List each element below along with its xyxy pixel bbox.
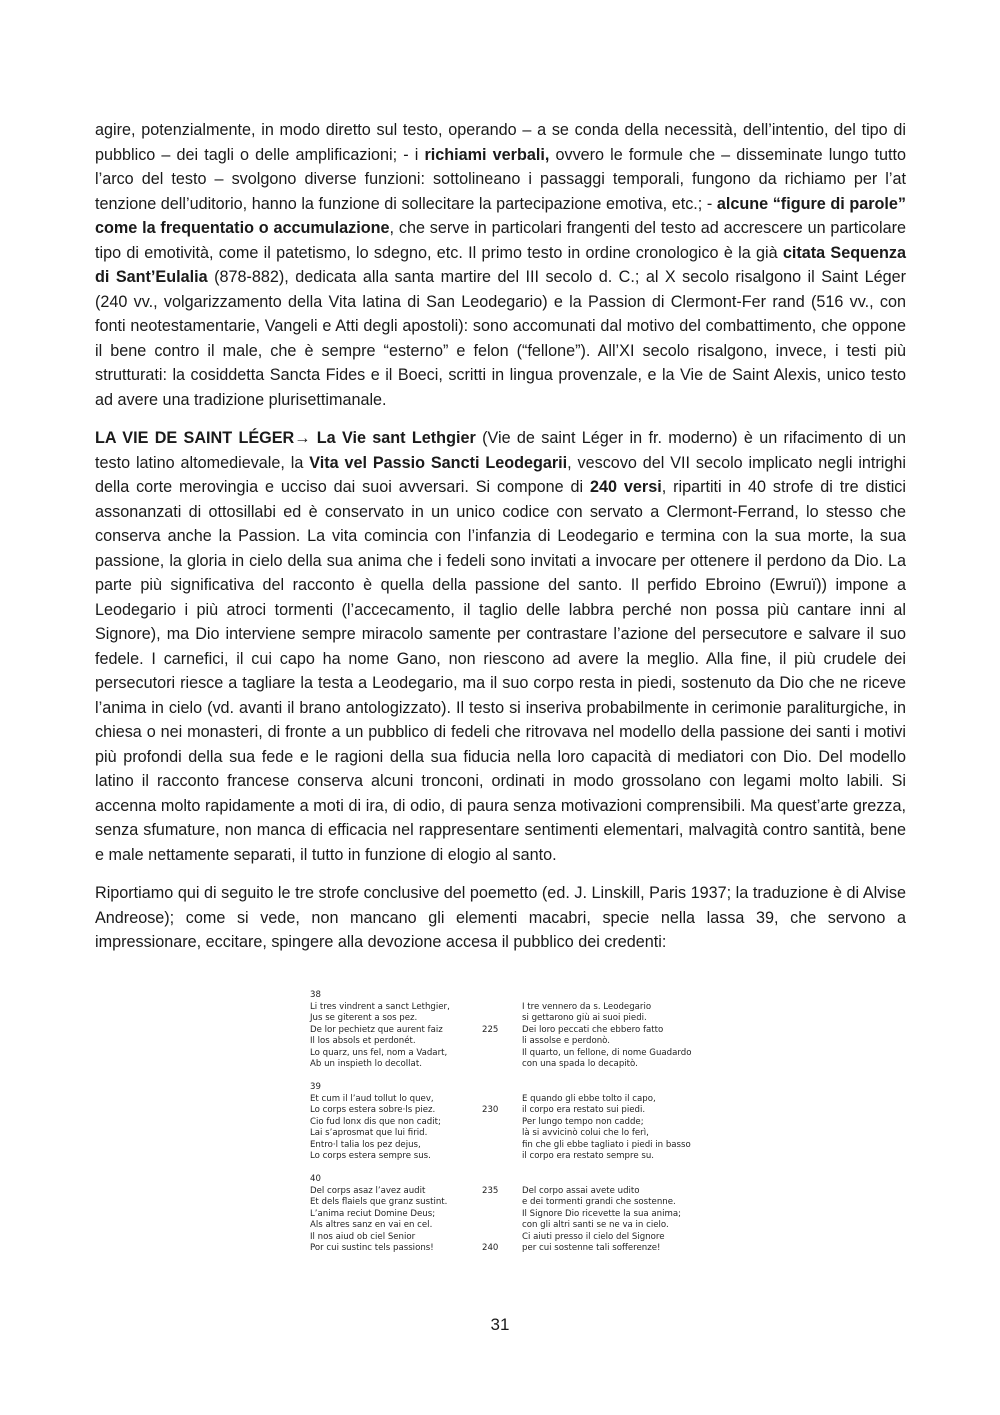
text-run: , ripartiti in 40 strofe di tre distici assonanzati di ottosillabi ed è conservato in un unico codice con servato a Clermont-Ferrand, lo stesso che conserva anche la Passion. La vita comincia con l’infanzia di Leodegario e termina con la sua morte, la sua passione, la gloria in cielo della sua anima che i fedeli sono invitati a invocare per ottenere il perdono da Dio. La parte più significativa del racconto è quella della passione del santo. Il perfido Ebroino (Ewruï)) impone a Leodegario i più atroci tormenti (l’accecamento, il taglio delle labbra perché non possa più cantare inni al Signore), ma Dio interviene sempre miracolo samente per contrastare l’azione del persecutore e salvare il suo fedele. I carnefici, il cui capo ha nome Gano, non riescono ad avere la meglio. Alla fine, il più crudele dei persecutori riesce a tagliare la testa a Leodegario, ma il suo corpo resta in piedi, sostenuto da Dio che ne riceve l’anima in cielo (vd. avanti il brano antologizzato). Il testo si inseriva probabilmente in cerimonie paraliturgiche, in chiesa o nei monasteri, di fronte a un pubblico di fedeli che ritrovava nel modello della passione dei santi i motivi più profondi della sua fede e le ragioni della sua fiducia nella loro capacità di mediatori con Dio. Del modello latino il racconto francese conserva alcuni tronconi, ordinati in modo grossolano con legami molto labili. Si accenna molto rapidamente a moti di ira, di odio, di paura senza motivazioni comprensibili. Ma quest’arte grezza, senza sfumature, non manca di efficacia nel rappresentare sentimenti elementari, malvagità contro santità, bene e male nettamente separati, il tutto in funzione di elogio al santo.: [95, 478, 906, 864]
paragraph-intro: [95, 118, 906, 412]
verse-number: 235: [482, 1185, 499, 1196]
translation-column: [522, 1186, 722, 1255]
paragraph-saint-leger: [95, 426, 906, 867]
verse-numbers: [482, 1186, 512, 1255]
verse-number: [482, 1036, 512, 1048]
text-run: (Vie de saint Léger in fr. moderno) è un rifacimento di un testo latino altomedievale, la: [95, 429, 906, 472]
verse-line: De lor pechietz que aurent faiz: [310, 1024, 443, 1035]
verse-line: Dei loro peccati che ebbero fatto: [522, 1024, 664, 1035]
verse-number: 240: [482, 1243, 499, 1253]
verse-number: [482, 1094, 512, 1106]
poem-stanza: [310, 990, 710, 1069]
verse-line: per cui sostenne tali sofferenze!: [522, 1243, 661, 1253]
verse-line: con gli altri santi se ne va in cielo.: [522, 1220, 669, 1230]
verse-number: [482, 1209, 512, 1221]
page-body: [95, 118, 906, 969]
verse-line: Lo corps estera sobre·ls piez.: [310, 1105, 436, 1115]
verse-line: L’anima reciut Domine Deus;: [310, 1208, 436, 1219]
verse-line: Ab un inspieth lo decollat.: [310, 1059, 422, 1069]
translation-column: [522, 1094, 722, 1163]
verse-line: Del corps asaz l’avez audit: [310, 1185, 426, 1196]
verse-line: Lo quarz, uns fel, nom a Vadart,: [310, 1047, 448, 1058]
stanza-number: 38: [310, 990, 321, 1000]
original-text-column: [310, 1094, 470, 1163]
text-run: ovvero le formule che – disseminate lungo tutto l’arco del testo – svolgono diverse funzioni: sottolineano i passaggi temporali, fungono da richiamo per l’at tenzione dell’uditorio, hanno la funzione di sollecitare la partecipazione emotiva, etc.; -: [95, 145, 906, 213]
stanza-number: 39: [310, 1082, 321, 1092]
poem-excerpt: [310, 990, 710, 1255]
text-run: Riportiamo qui di seguito le tre strofe conclusive del poemetto (ed. J. Linskill, Paris 1937; la traduzione è di Alvise Andreose); come si vede, non mancano gli elementi macabri, specie nella lassa 39, che servono a impressionare, eccitare, spingere alla devozione accesa il pubblico dei credenti:: [95, 884, 906, 951]
verse-line: Por cui sustinc tels passions!: [310, 1243, 434, 1253]
verse-line: Lai s’aprosmat que lui firid.: [310, 1128, 428, 1138]
poem-stanza: [310, 1174, 710, 1253]
bold-text-run: 240 versi: [590, 478, 662, 496]
verse-line: Del corpo assai avete udito: [522, 1185, 640, 1196]
verse-line: Il Signore Dio ricevette la sua anima;: [522, 1208, 682, 1219]
verse-line: E quando gli ebbe tolto il capo,: [522, 1093, 656, 1104]
text-run: agire, potenzialmente, in modo diretto sul testo, operando – a se conda della necessità, dell’intentio, del tipo di pubblico – dei tagli o delle amplificazioni; - i: [95, 121, 906, 164]
verse-line: là si avvicinò colui che lo ferì,: [522, 1128, 649, 1138]
text-run: (878-882), dedicata alla santa martire del III secolo d. C.; al X secolo risalgono il Saint Léger (240 vv., volgarizzamento della Vita latina di San Leodegario) e la Passion di Clermont-Fer rand (516 vv., con fonti neotestamentarie, Vangeli e Atti degli apostoli): sono accomunati dal motivo del combattimento, che oppone il bene contro il male, che è sempre “esterno” e felon (“fellone”). All’XI secolo risalgono, invece, i testi più strutturati: la cosiddetta Sancta Fides e il Boeci, scritti in lingua provenzale, e la Vie de Saint Alexis, unico testo ad avere una tradizione plurisettimanale.: [95, 268, 906, 409]
verse-line: Entro·l talia los pez dejus,: [310, 1139, 421, 1150]
bold-text-run: LA VIE DE SAINT LÉGER→ La Vie sant Lethgier: [95, 429, 476, 447]
translation-column: [522, 1002, 722, 1071]
verse-line: li assolse e perdonò.: [522, 1036, 611, 1046]
verse-line: Per lungo tempo non cadde;: [522, 1116, 644, 1127]
verse-line: Il los absols et perdonét.: [310, 1036, 416, 1046]
verse-number: [482, 1048, 512, 1060]
verse-line: Il nos aiud ob ciel Senior: [310, 1231, 416, 1242]
poem-stanza: [310, 1082, 710, 1161]
verse-number: [482, 1151, 512, 1163]
page-number: 31: [490, 1315, 510, 1334]
verse-number: [482, 1013, 512, 1025]
bold-text-run: Vita vel Passio Sancti Leodegarii: [309, 453, 568, 472]
original-text-column: [310, 1186, 470, 1255]
verse-line: Lo corps estera sempre sus.: [310, 1151, 431, 1161]
verse-line: e dei tormenti grandi che sostenne.: [522, 1197, 676, 1207]
stanza-number: 40: [310, 1174, 321, 1184]
verse-line: il corpo era restato sui piedi.: [522, 1105, 646, 1115]
verse-line: con una spada lo decapitò.: [522, 1059, 638, 1069]
verse-number: [482, 1117, 512, 1129]
verse-line: Il quarto, un fellone, di nome Guadardo: [522, 1047, 692, 1058]
verse-line: Ci aiuti presso il cielo del Signore: [522, 1231, 665, 1242]
text-run: , vescovo del VII secolo implicato negli intrighi della corte merovingia e ucciso dai suoi avversari. Si compone di: [95, 453, 907, 496]
verse-line: Jus se giterent a sos pez.: [310, 1013, 418, 1023]
verse-number: [482, 1128, 512, 1140]
verse-line: Et dels flaiels que granz sustint.: [310, 1197, 448, 1207]
verse-line: Cio fud lonx dis que non cadit;: [310, 1116, 441, 1127]
bold-text-run: alcune “figure di parole” come la frequentatio o accumulazione: [95, 194, 906, 237]
verse-number: [482, 1059, 512, 1071]
verse-number: [482, 1197, 512, 1209]
verse-number: [482, 1140, 512, 1152]
verse-line: I tre vennero da s. Leodegario: [522, 1001, 652, 1012]
verse-line: Als altres sanz en vai en cel.: [310, 1220, 433, 1230]
verse-number: [482, 1220, 512, 1232]
verse-number: [482, 1002, 512, 1014]
verse-line: Et cum il l’aud tollut lo quev,: [310, 1093, 434, 1104]
text-run: , che serve in particolari frangenti del testo ad accrescere un particolare tipo di emotività, come il patetismo, lo sdegno, etc. Il primo testo in ordine cronologico è la già: [95, 219, 906, 262]
original-text-column: [310, 1002, 470, 1071]
verse-line: si gettarono giù ai suoi piedi.: [522, 1013, 647, 1023]
verse-numbers: [482, 1002, 512, 1071]
verse-line: fin che gli ebbe tagliato i piedi in basso: [522, 1139, 691, 1150]
verse-number: 225: [482, 1024, 499, 1035]
verse-numbers: [482, 1094, 512, 1163]
verse-line: il corpo era restato sempre su.: [522, 1151, 654, 1161]
verse-number: [482, 1232, 512, 1244]
bold-text-run: citata Sequenza di Sant’Eulalia: [95, 243, 906, 286]
verse-line: Li tres vindrent a sanct Lethgier,: [310, 1001, 450, 1012]
bold-text-run: richiami verbali,: [424, 145, 550, 164]
paragraph-poem-intro: [95, 881, 906, 955]
verse-number: 230: [482, 1105, 499, 1115]
